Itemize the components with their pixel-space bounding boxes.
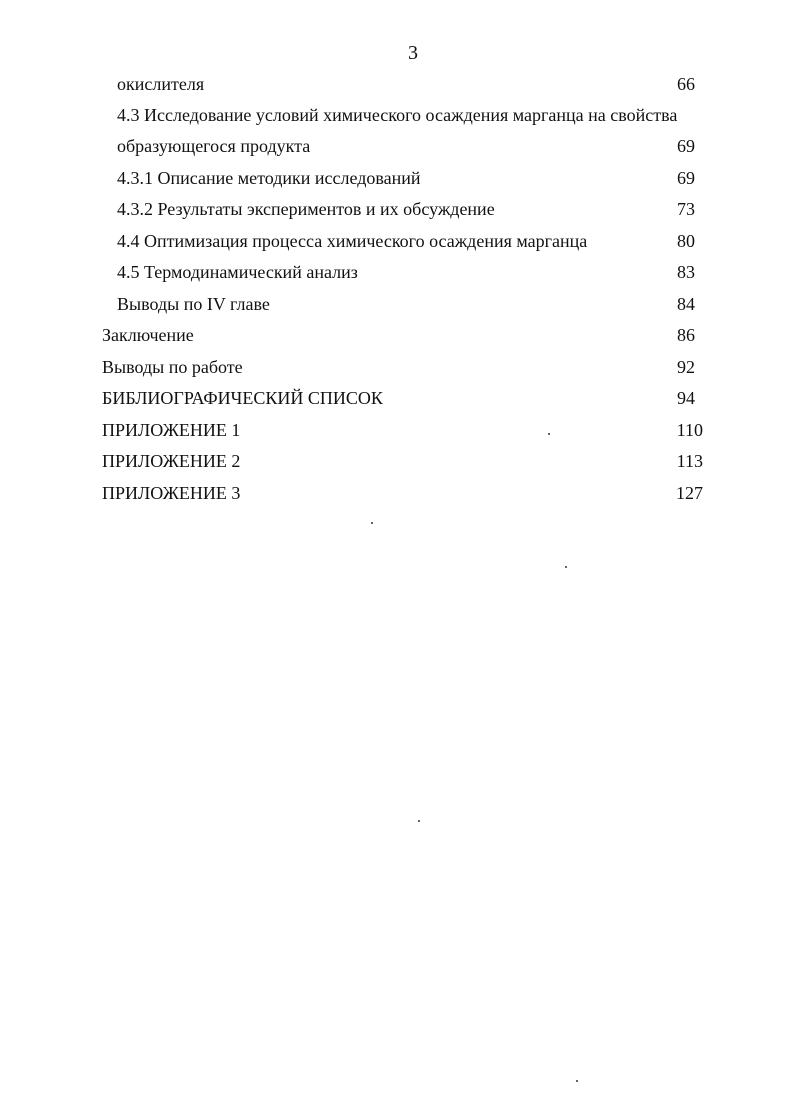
toc-entry xyxy=(0,321,798,349)
toc-entry-title: 4.3.2 Результаты экспериментов и их обсуждение xyxy=(117,199,495,219)
toc-entry-title: Выводы по работе xyxy=(102,357,243,377)
toc-entry-title: 4.4 Оптимизация процесса химического осаждения марганца xyxy=(117,231,588,251)
scan-speck xyxy=(548,433,550,435)
toc-entry xyxy=(0,227,798,255)
toc-entry-title: Заключение xyxy=(102,325,194,345)
scan-speck xyxy=(418,820,420,822)
toc-entry-title: 4.5 Термодинамический анализ xyxy=(117,262,358,282)
toc-entry-title: 4.3.1 Описание методики исследований xyxy=(117,168,421,188)
toc-entry-title: образующегося продукта xyxy=(117,136,311,156)
toc-entry xyxy=(0,447,798,475)
toc-entry-page: 110 xyxy=(676,420,703,440)
page-number: 3 xyxy=(408,42,418,64)
toc-entry-page: 83 xyxy=(677,262,695,282)
toc-entry xyxy=(0,258,798,286)
toc-entry xyxy=(0,290,798,318)
toc-entry xyxy=(0,479,798,507)
toc-entry-page: 80 xyxy=(677,231,695,251)
scan-speck xyxy=(576,1080,578,1082)
toc-entry-page: 69 xyxy=(677,136,695,156)
toc-entry-title: ПРИЛОЖЕНИЕ 3 xyxy=(102,483,241,503)
toc-entry xyxy=(0,195,798,223)
toc-entry-page: 92 xyxy=(677,357,695,377)
toc-entry-title: ПРИЛОЖЕНИЕ 2 xyxy=(102,451,241,471)
toc-entry-page: 86 xyxy=(677,325,695,345)
scan-speck xyxy=(371,522,373,524)
toc-entry-page: 69 xyxy=(677,168,695,188)
toc-entry-page: 113 xyxy=(676,451,703,471)
toc-entry xyxy=(0,416,798,444)
toc-entry-page: 127 xyxy=(676,483,703,503)
toc-entry-title: БИБЛИОГРАФИЧЕСКИЙ СПИСОК xyxy=(102,388,383,408)
toc-entry xyxy=(0,353,798,381)
toc-entry-page: 73 xyxy=(677,199,695,219)
toc-entry xyxy=(0,101,798,129)
toc-entry-title: окислителя xyxy=(117,74,205,94)
scan-speck xyxy=(565,566,567,568)
toc-entry xyxy=(0,384,798,412)
toc-entry-title: Выводы по IV главе xyxy=(117,294,270,314)
toc-entry-page: 94 xyxy=(677,388,695,408)
toc-entry-title: ПРИЛОЖЕНИЕ 1 xyxy=(102,420,241,440)
toc-entry xyxy=(0,132,798,160)
toc-entry-page: 66 xyxy=(677,74,695,94)
toc-entry xyxy=(0,70,798,98)
toc-entry-page: 84 xyxy=(677,294,695,314)
toc-entry-title: 4.3 Исследование условий химического осаждения марганца на свойства xyxy=(117,105,678,125)
toc-entry xyxy=(0,164,798,192)
